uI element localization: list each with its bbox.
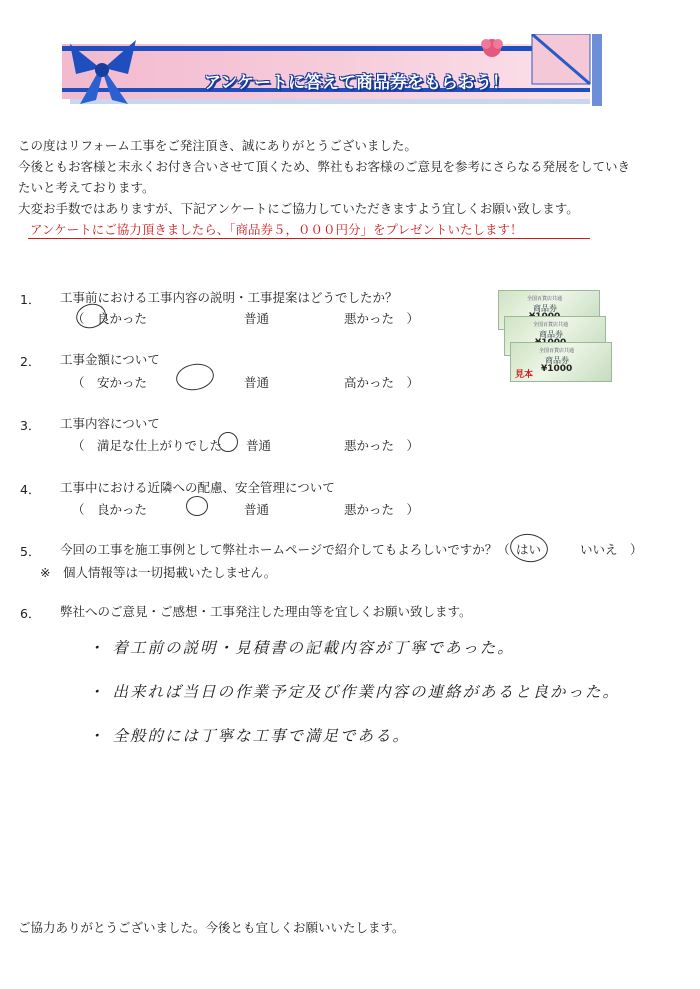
intro-line-3: たいと考えております。 <box>18 180 155 195</box>
q2-option-cheap: （ 安かった <box>72 375 148 390</box>
q1-option-good: （ 良かった <box>72 311 148 326</box>
present-notice: アンケートにご協力頂きましたら、「商品券５，０００円分」をプレゼントいたします！ <box>30 222 523 237</box>
intro-line-1: この度はリフォーム工事をご発注頂き、誠にありがとうございました。 <box>18 138 417 153</box>
survey-banner <box>62 34 602 106</box>
voucher-front <box>510 342 612 382</box>
q4-option-good: （ 良かった <box>72 502 148 517</box>
q5-number: 5． <box>20 544 41 559</box>
q6-number: 6． <box>20 606 41 621</box>
q2-text: 工事金額について <box>60 352 160 367</box>
closing-message: ご協力ありがとうございました。今後とも宜しくお願いいたします。 <box>18 920 405 935</box>
q6-answer-1: ・ 着工前の説明・見積書の記載内容が丁寧であった。 <box>88 639 515 657</box>
q1-option-normal: 普通 <box>244 311 270 326</box>
intro-line-2: 今後ともお客様と末永くお付き合いさせて頂くため、弊社もお客様のご意見を参考にさらなる発展をしていき <box>18 159 631 174</box>
q5-option-no: いいえ ） <box>580 542 643 557</box>
voucher-label: 商品券 <box>539 330 563 339</box>
voucher-store-label: 全国百貨店共通 <box>533 322 569 328</box>
q5-text: 今回の工事を施工事例として弊社ホームページで紹介してもよろしいですか？（ <box>60 542 510 557</box>
gift-voucher-sample <box>494 290 624 390</box>
q2-option-normal: 普通 <box>244 375 270 390</box>
voucher-store-label: 全国百貨店共通 <box>527 296 563 302</box>
voucher-label: 商品券 <box>533 304 557 313</box>
q4-answer-mark <box>186 496 208 516</box>
q5-option-yes: はい <box>516 542 542 557</box>
banner-title: アンケートに答えて商品券をもらおう！ <box>204 73 509 93</box>
voucher-amount: ¥1000 <box>541 364 573 374</box>
q4-option-bad: 悪かった ） <box>344 502 420 517</box>
voucher-label: 商品券 <box>545 356 569 365</box>
q1-option-bad: 悪かった ） <box>344 311 420 326</box>
q6-answer-3-text: 全般的には丁寧な工事で満足である。 <box>112 727 410 745</box>
intro-line-4: 大変お手数ではありますが、下記アンケートにご協力していただきますよう宜しくお願い致します。 <box>18 201 579 216</box>
q3-number: 3． <box>20 418 41 433</box>
q3-option-satisfied: （ 満足な仕上がりでした <box>72 438 223 453</box>
q5-answer-mark <box>508 531 550 564</box>
q6-text: 弊社へのご意見・ご感想・工事発注した理由等を宜しくお願い致します。 <box>60 604 472 619</box>
voucher-store-label: 全国百貨店共通 <box>539 348 575 354</box>
q1-number: 1． <box>20 292 41 307</box>
q4-text: 工事中における近隣への配慮、安全管理について <box>60 480 335 495</box>
q6-answer-2-text: 出来れば当日の作業予定及び作業内容の連絡があると良かった。 <box>112 683 620 701</box>
q2-number: 2． <box>20 354 41 369</box>
notice-underline <box>28 238 590 239</box>
q3-option-bad: 悪かった ） <box>344 438 420 453</box>
q4-number: 4． <box>20 482 41 497</box>
q3-option-normal: 普通 <box>246 438 272 453</box>
q6-answer-2: ・ 出来れば当日の作業予定及び作業内容の連絡があると良かった。 <box>88 683 620 701</box>
q1-text: 工事前における工事内容の説明・工事提案はどうでしたか？ <box>60 290 398 305</box>
q4-option-normal: 普通 <box>244 502 270 517</box>
q6-answer-1-text: 着工前の説明・見積書の記載内容が丁寧であった。 <box>112 639 515 657</box>
q2-answer-mark <box>174 361 216 393</box>
q5-privacy-note: ※ 個人情報等は一切掲載いたしません。 <box>40 565 277 580</box>
q6-answer-3: ・ 全般的には丁寧な工事で満足である。 <box>88 727 410 745</box>
sample-stamp: 見本 <box>515 370 534 380</box>
q3-text: 工事内容について <box>60 416 160 431</box>
q2-option-expensive: 高かった ） <box>344 375 420 390</box>
q3-answer-mark <box>218 432 238 452</box>
